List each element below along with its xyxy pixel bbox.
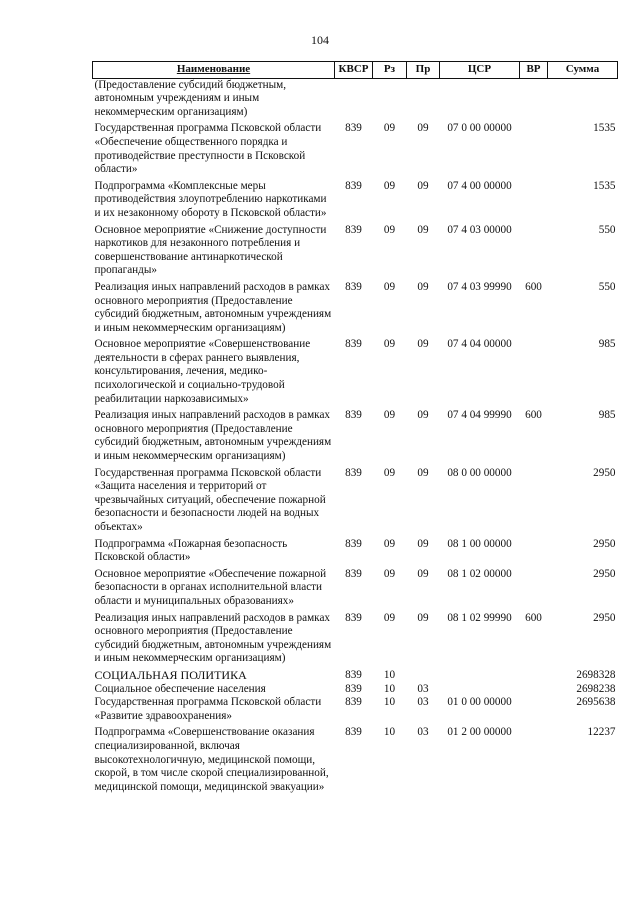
row-pr bbox=[407, 669, 440, 683]
row-rz: 10 bbox=[383, 696, 396, 709]
row-vr bbox=[520, 726, 548, 794]
row-csr: 08 1 02 00000 bbox=[447, 567, 512, 580]
row-kvsr: 839 bbox=[345, 338, 362, 351]
row-rz: 10 bbox=[383, 668, 396, 681]
row-sum: 2950 bbox=[593, 537, 616, 550]
row-vr bbox=[520, 538, 548, 568]
table-row bbox=[93, 669, 618, 683]
row-kvsr: 839 bbox=[345, 223, 362, 236]
row-kvsr: 839 bbox=[345, 682, 362, 695]
row-rz: 09 bbox=[383, 179, 396, 192]
row-pr: 03 bbox=[417, 696, 429, 709]
row-pr: 09 bbox=[417, 338, 429, 351]
row-name: (Предоставление субсидий бюджетным, автономным учреждениям и иным некоммерческим организациям) bbox=[94, 78, 287, 118]
row-kvsr: 839 bbox=[345, 537, 362, 550]
table-row bbox=[93, 683, 618, 697]
row-vr bbox=[520, 122, 548, 179]
table-row bbox=[93, 281, 618, 338]
row-name: Основное мероприятие «Обеспечение пожарной безопасности в органах исполнительной власти области и муниципальных образованиях» bbox=[94, 567, 327, 607]
row-pr: 09 bbox=[417, 409, 429, 422]
row-csr: 01 0 00 00000 bbox=[447, 696, 512, 709]
row-sum: 2695638 bbox=[576, 696, 616, 709]
row-csr: 07 4 00 00000 bbox=[447, 179, 512, 192]
header-csr: ЦСР bbox=[440, 62, 520, 79]
row-name: Основное мероприятие «Совершенствование деятельности в сферах раннего выявления, консультирования, лечения, медико-психологической и социально-трудовой реабилитации наркозависимых» bbox=[94, 338, 311, 405]
header-pr: Пр bbox=[407, 62, 440, 79]
row-rz: 09 bbox=[383, 223, 396, 236]
row-kvsr: 839 bbox=[345, 611, 362, 624]
row-name: Реализация иных направлений расходов в рамках основного мероприятия (Предоставление субсидий бюджетным, автономным учреждениям и иным некоммерческим организациям) bbox=[94, 611, 332, 665]
table-row bbox=[93, 122, 618, 179]
row-csr: 07 0 00 00000 bbox=[447, 122, 512, 135]
row-sum: 2950 bbox=[593, 567, 616, 580]
row-vr bbox=[520, 180, 548, 224]
row-vr bbox=[520, 568, 548, 612]
row-name: Основное мероприятие «Снижение доступности наркотиков для незаконного потребления и совершенствование антинаркотической пропаганды» bbox=[94, 223, 327, 277]
row-pr: 09 bbox=[417, 280, 429, 293]
row-name: Государственная программа Псковской области «Защита населения и территорий от чрезвычайных ситуаций, обеспечение пожарной безопасности и безопасности людей на водных объектах» bbox=[94, 466, 326, 533]
row-sum: 2950 bbox=[593, 466, 616, 479]
row-csr: 07 4 04 00000 bbox=[447, 338, 512, 351]
row-sum: 550 bbox=[598, 280, 616, 293]
row-pr: 03 bbox=[417, 682, 429, 695]
row-rz: 09 bbox=[383, 409, 396, 422]
row-pr: 09 bbox=[417, 466, 429, 479]
row-name: Подпрограмма «Пожарная безопасность Псковской области» bbox=[94, 537, 288, 564]
page-number: 104 bbox=[311, 33, 329, 47]
row-vr bbox=[520, 78, 548, 122]
row-kvsr: 839 bbox=[345, 466, 362, 479]
row-pr: 09 bbox=[417, 223, 429, 236]
row-name: Реализация иных направлений расходов в рамках основного мероприятия (Предоставление субсидий бюджетным, автономным учреждениям и иным некоммерческим организациям) bbox=[94, 280, 332, 334]
table-row bbox=[93, 612, 618, 669]
row-pr: 09 bbox=[417, 122, 429, 135]
row-rz: 09 bbox=[383, 338, 396, 351]
row-vr bbox=[520, 683, 548, 697]
row-kvsr: 839 bbox=[345, 179, 362, 192]
header-name: Наименование bbox=[93, 62, 335, 79]
table-row bbox=[93, 538, 618, 568]
row-kvsr: 839 bbox=[345, 567, 362, 580]
table-row bbox=[93, 726, 618, 794]
table-row bbox=[93, 78, 618, 122]
row-kvsr: 839 bbox=[345, 409, 362, 422]
row-sum: 985 bbox=[598, 338, 616, 351]
row-sum: 2698238 bbox=[576, 682, 616, 695]
row-name: Государственная программа Псковской области «Обеспечение общественного порядка и противодействие преступности в Псковской области» bbox=[94, 122, 322, 176]
table-row bbox=[93, 409, 618, 466]
row-kvsr: 839 bbox=[345, 122, 362, 135]
row-kvsr bbox=[335, 78, 373, 122]
table-row bbox=[93, 224, 618, 281]
row-name: Подпрограмма «Совершенствование оказания специализированной, включая высокотехнологичную, медицинской помощи, скорой, в том числе скорой специализированной, медицинской помощи, медицинской эвакуации» bbox=[94, 726, 329, 793]
row-kvsr: 839 bbox=[345, 280, 362, 293]
row-pr: 03 bbox=[417, 726, 429, 739]
row-sum: 12237 bbox=[587, 726, 616, 739]
row-name: Государственная программа Псковской области «Развитие здравоохранения» bbox=[94, 696, 322, 722]
row-pr: 09 bbox=[417, 179, 429, 192]
row-rz bbox=[373, 78, 407, 122]
row-csr bbox=[440, 78, 520, 122]
row-csr bbox=[440, 669, 520, 683]
row-vr: 600 bbox=[525, 409, 542, 422]
row-vr: 600 bbox=[525, 280, 542, 293]
row-kvsr: 839 bbox=[345, 696, 362, 709]
row-rz: 10 bbox=[383, 682, 396, 695]
row-kvsr: 839 bbox=[345, 726, 362, 739]
row-rz: 09 bbox=[383, 537, 396, 550]
row-sum bbox=[548, 78, 618, 122]
row-csr: 08 0 00 00000 bbox=[447, 466, 512, 479]
header-sum: Сумма bbox=[548, 62, 618, 79]
row-kvsr: 839 bbox=[345, 668, 362, 681]
header-vr: ВР bbox=[520, 62, 548, 79]
row-csr: 08 1 00 00000 bbox=[447, 537, 512, 550]
row-rz: 09 bbox=[383, 567, 396, 580]
row-vr: 600 bbox=[525, 611, 542, 624]
row-pr: 09 bbox=[417, 537, 429, 550]
row-sum: 1535 bbox=[593, 179, 616, 192]
row-csr: 07 4 04 99990 bbox=[447, 409, 512, 422]
row-csr bbox=[440, 683, 520, 697]
header-kvsr: КВСР bbox=[335, 62, 373, 79]
row-rz: 09 bbox=[383, 611, 396, 624]
table-row bbox=[93, 338, 618, 409]
row-pr bbox=[407, 78, 440, 122]
row-vr bbox=[520, 669, 548, 683]
row-rz: 09 bbox=[383, 280, 396, 293]
row-name: Реализация иных направлений расходов в рамках основного мероприятия (Предоставление субсидий бюджетным, автономным учреждениям и иным некоммерческим организациям) bbox=[94, 409, 332, 463]
row-sum: 985 bbox=[598, 409, 616, 422]
row-rz: 10 bbox=[383, 726, 396, 739]
row-csr: 07 4 03 00000 bbox=[447, 223, 512, 236]
row-vr bbox=[520, 338, 548, 409]
row-vr bbox=[520, 224, 548, 281]
row-vr bbox=[520, 467, 548, 538]
row-sum: 2698328 bbox=[576, 668, 616, 681]
row-rz: 09 bbox=[383, 466, 396, 479]
row-sum: 2950 bbox=[593, 611, 616, 624]
row-name: Социальное обеспечение населения bbox=[94, 682, 266, 695]
row-rz: 09 bbox=[383, 122, 396, 135]
row-pr: 09 bbox=[417, 611, 429, 624]
row-csr: 08 1 02 99990 bbox=[447, 611, 512, 624]
row-name: СОЦИАЛЬНАЯ ПОЛИТИКА bbox=[94, 667, 247, 682]
table-header-row bbox=[93, 62, 618, 79]
row-sum: 1535 bbox=[593, 122, 616, 135]
row-name: Подпрограмма «Комплексные меры противодействия злоупотреблению наркотиками и их незаконному обороту в Псковской области» bbox=[94, 179, 327, 219]
row-vr bbox=[520, 696, 548, 726]
row-csr: 07 4 03 99990 bbox=[447, 280, 512, 293]
table-row bbox=[93, 180, 618, 224]
row-pr: 09 bbox=[417, 567, 429, 580]
budget-table bbox=[92, 61, 618, 794]
header-rz: Рз bbox=[373, 62, 407, 79]
table-row bbox=[93, 696, 618, 726]
row-sum: 550 bbox=[598, 223, 616, 236]
row-csr: 01 2 00 00000 bbox=[447, 726, 512, 739]
table-row bbox=[93, 467, 618, 538]
table-row bbox=[93, 568, 618, 612]
